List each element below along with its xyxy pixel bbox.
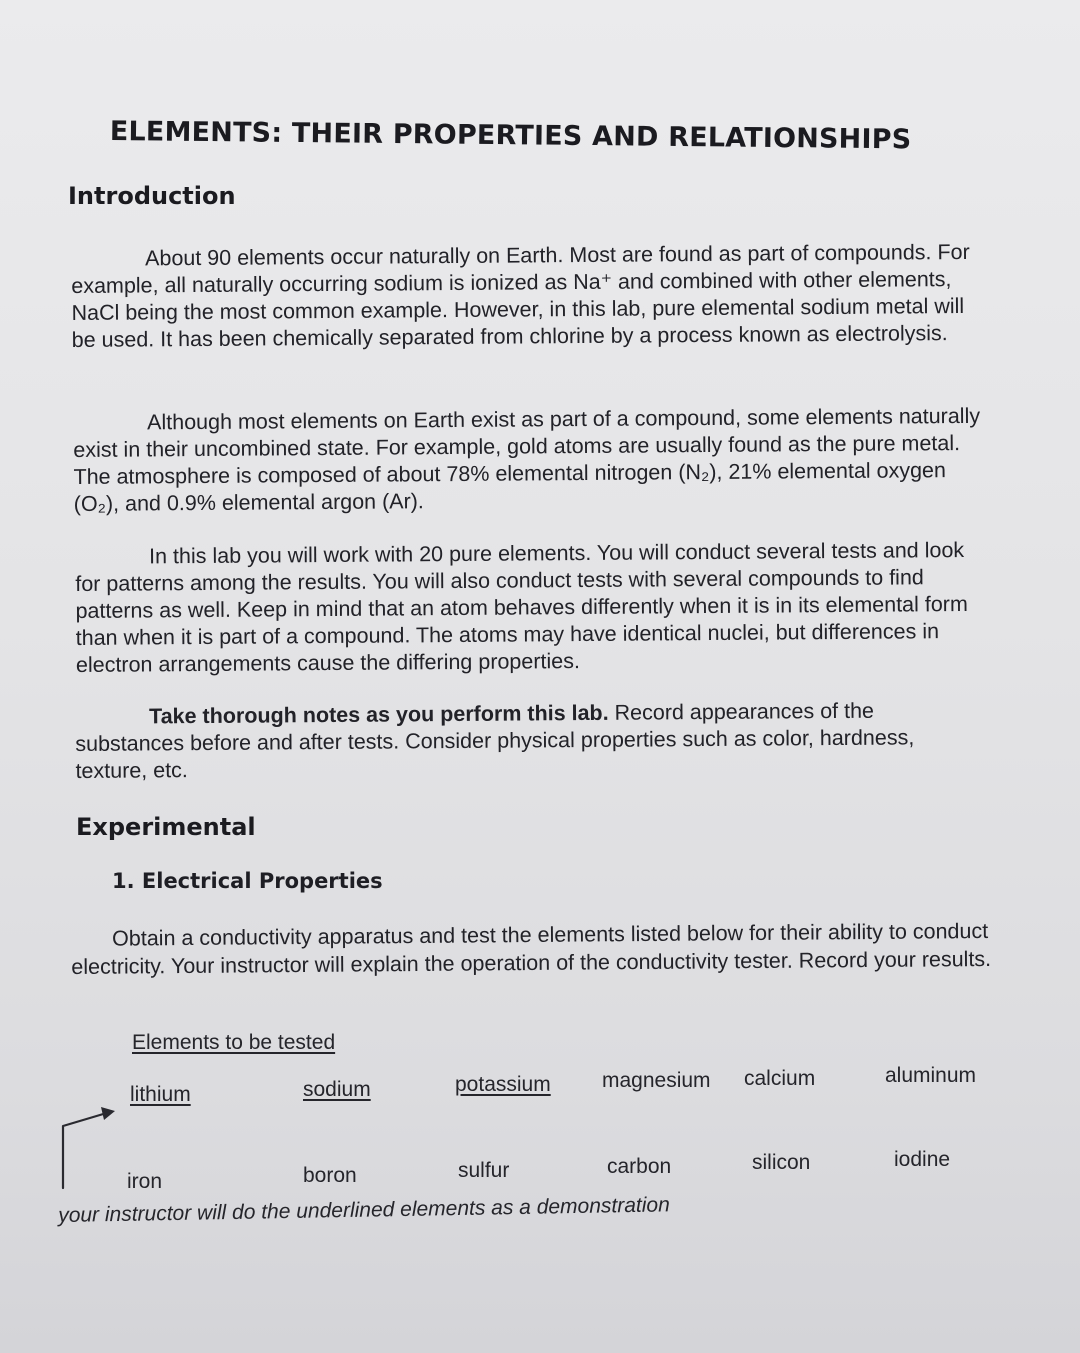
arrow-icon [55, 1100, 125, 1195]
element-sodium: sodium [303, 1078, 371, 1101]
experimental-heading: Experimental [76, 813, 256, 841]
element-iodine: iodine [894, 1148, 951, 1171]
element-boron: boron [303, 1164, 357, 1187]
intro-paragraph-4 [75, 697, 956, 785]
element-iron: iron [127, 1170, 163, 1193]
section-electrical-properties-text: Obtain a conductivity apparatus and test the elements listed below for their ability to conduct electricity. Your instructor will explain the operation of the conductivity tester. Record your results. [71, 918, 992, 979]
element-sulfur: sulfur [458, 1159, 510, 1182]
introduction-heading: Introduction [68, 182, 236, 210]
demonstration-note: your instructor will do the underlined elements as a demonstration [58, 1193, 670, 1227]
intro-paragraph-1: About 90 elements occur naturally on Earth. Most are found as part of compounds. For example, all naturally occurring sodium is ionized as Na⁺ and combined with other elements, NaCl being the most common example. However, in this lab, pure elemental sodium metal will be used. It has been chemically separated from chlorine by a process known as electrolysis. [71, 239, 970, 352]
element-carbon: carbon [607, 1155, 672, 1178]
section-electrical-properties-heading: 1. Electrical Properties [112, 869, 383, 893]
element-calcium: calcium [744, 1067, 816, 1090]
intro-paragraph-3: In this lab you will work with 20 pure elements. You will conduct several tests and look for patterns among the results. You will also conduct tests with several compounds to find patterns as well. Keep in mind that an atom behaves differently when it is in its elemental form than when it is part of a compound. The atoms may have identical nuclei, but differences in electron arrangements cause the differing properties. [75, 538, 968, 677]
element-potassium: potassium [455, 1073, 551, 1096]
element-silicon: silicon [752, 1151, 811, 1174]
element-aluminum: aluminum [885, 1064, 977, 1087]
element-magnesium: magnesium [602, 1069, 711, 1092]
intro-paragraph-2: Although most elements on Earth exist as part of a compound, some elements naturally exist in their uncombined state. For example, gold atoms are usually found as the pure metal. The atmosphere is composed of about 78% elemental nitrogen (N₂), 21% elemental oxygen (O₂), and 0.9% elemental argon (Ar). [73, 403, 981, 516]
notes-rest: Record appearances of the substances before and after tests. Consider physical properties such as color, hardness, texture, etc. [75, 698, 915, 783]
element-lithium: lithium [130, 1083, 191, 1106]
elements-to-be-tested-label: Elements to be tested [132, 1031, 336, 1054]
notes-emphasis: Take thorough notes as you perform this lab. [149, 700, 609, 729]
document-title: ELEMENTS: THEIR PROPERTIES AND RELATIONSHIPS [109, 116, 912, 156]
